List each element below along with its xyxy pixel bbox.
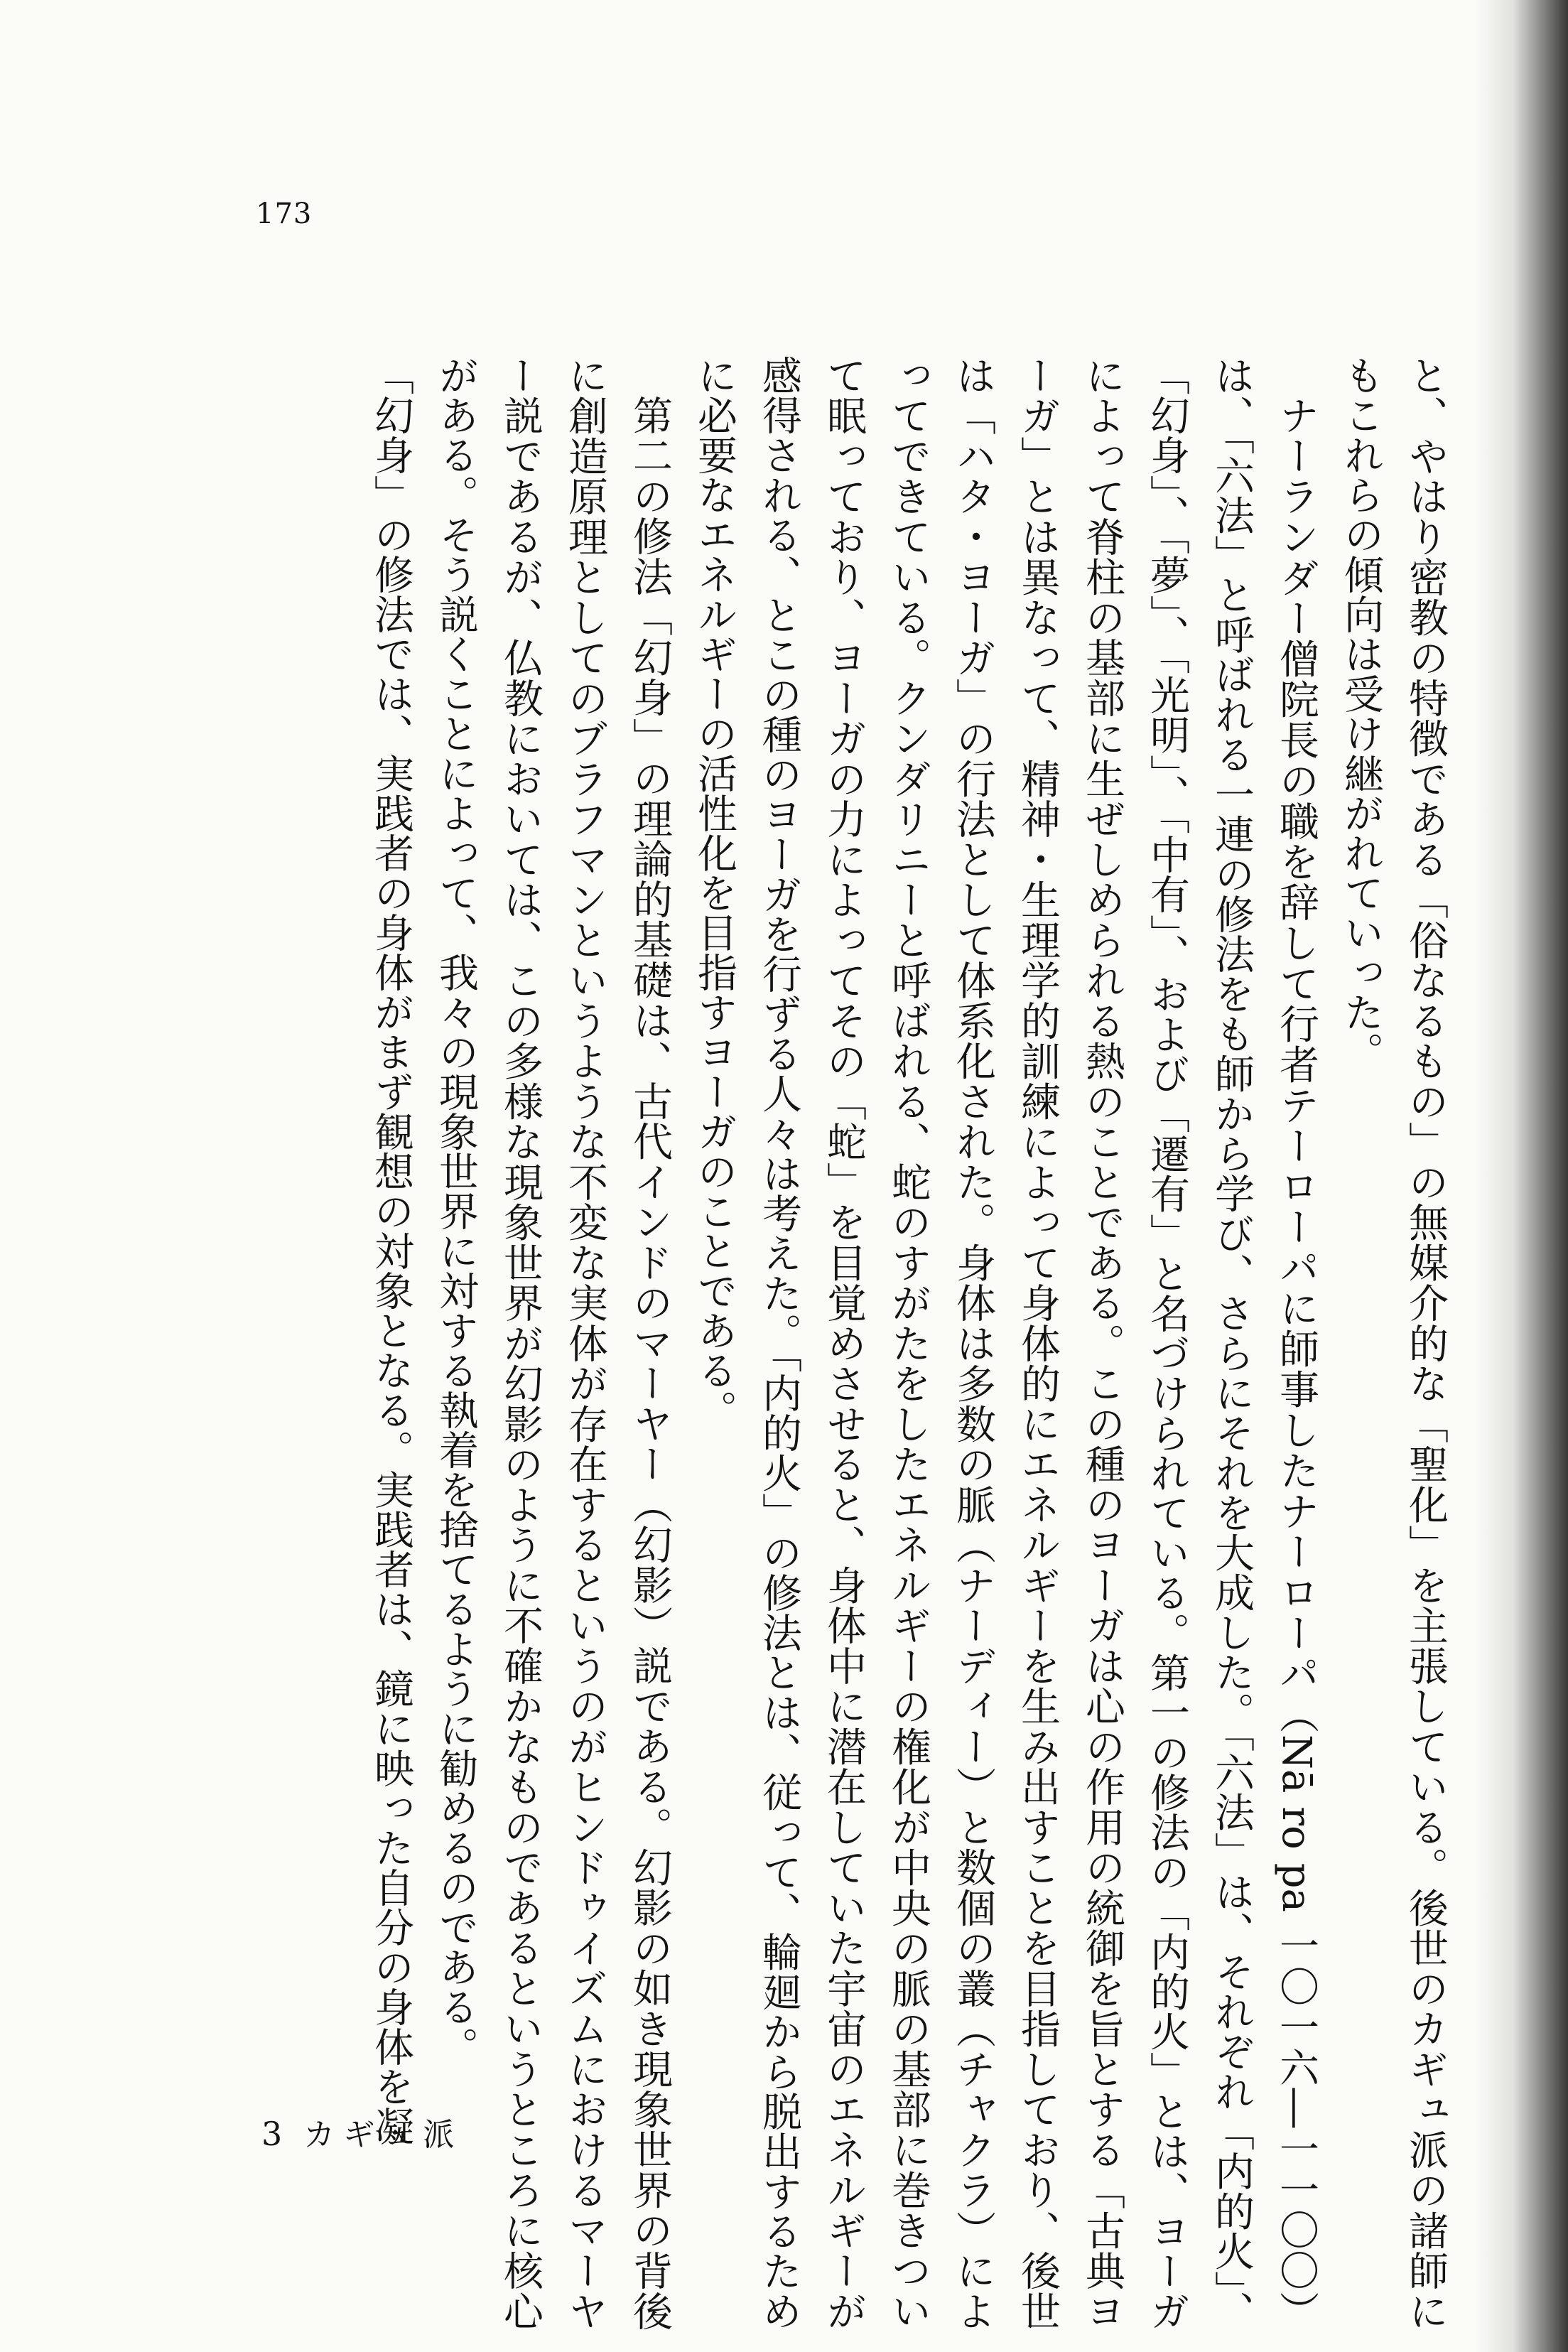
paragraph-4: 「幻身」の修法では、実践者の身体がまず観想の対象となる。実践者は、鏡に映った自分の身体を凝 [368, 355, 414, 2146]
section-number: 3 [261, 2115, 283, 2153]
body-text [94, 355, 1458, 2331]
paragraph-2: ナーランダー僧院長の職を辞して行者テーローパに師事したナーローパ（Nā ro pa 一〇一六―一一〇〇）は、「六法」と呼ばれる一連の修法をも師から学び、さらにそれを大成した。「六法」は、それぞれ「内的火」、「幻身」、「夢」、「光明」、「中有」、および「遷有」と名づけられている。第一の修法の「内的火」とは、ヨーガによって脊柱の基部に生ぜしめられる熱のことである。この種のヨーガは心の作用の統御を旨とする「古典ヨーガ」とは異なって、精神・生理学的訓練によって身体的にエネルギーを生み出すことを目指しており、後世は「ハタ・ヨーガ」の行法として体系化された。身体は多数の脈（ナーディー）と数個の叢（チャクラ）によってできている。クンダリニーと呼ばれる、蛇のすがたをしたエネルギーの権化が中央の脈の基部に巻きついて眠っており、ヨーガの力によってその「蛇」を目覚めさせると、身体中に潜在していた宇宙のエネルギーが感得される、とこの種のヨーガを行ずる人々は考えた。「内的火」の修法とは、従って、輪廻から脱出するために必要なエネルギーの活性化を目指すヨーガのことである。 [691, 355, 1319, 2331]
paragraph-1: と、やはり密教の特徴である「俗なるもの」の無媒介的な「聖化」を主張している。後世のカギュ派の諸師にもこれらの傾向は受け継がれていった。 [1338, 355, 1449, 2331]
page-number: 173 [256, 198, 313, 230]
running-foot [261, 2109, 463, 2154]
section-title: カギュ派 [303, 2117, 463, 2153]
page-edge-shadow [1476, 0, 1568, 2352]
paragraph-3: 第二の修法「幻身」の理論的基礎は、古代インドのマーヤー（幻影）説である。幻影の如き現象世界の背後に創造原理としてのブラフマンというような不変な実体が存在するというのがヒンドゥイズムにおけるマーヤー説であるが、仏教においては、この多様な現象世界が幻影のように不確かなものであるというところに核心がある。そう説くことによって、我々の現象世界に対する執着を捨てるように勧めるのである。 [433, 355, 673, 2331]
